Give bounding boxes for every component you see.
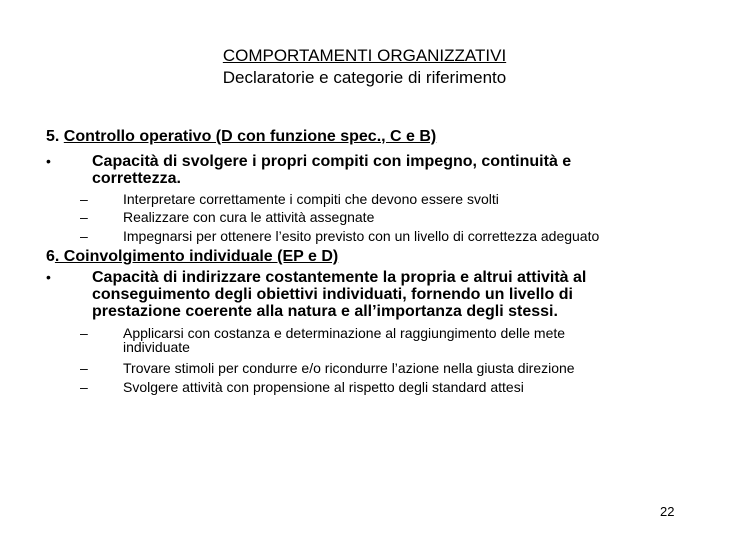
title-main: COMPORTAMENTI ORGANIZZATIVI — [222, 46, 507, 65]
section-5-bullet-line-2: correttezza. — [92, 170, 181, 187]
dash-icon: – — [80, 228, 88, 244]
title-subtitle: Declaratorie e categorie di riferimento — [222, 68, 507, 87]
dash-icon: – — [80, 191, 88, 207]
section-6-item-1-line-2: individuate — [123, 339, 190, 355]
section-5-item-3-text: Impegnarsi per ottenere l’esito previsto con un livello di correttezza adeguato — [123, 228, 600, 244]
bullet-icon: • — [46, 269, 51, 285]
page-number: 22 — [660, 504, 675, 519]
section-6-bullet-line-1: Capacità di indirizzare costantemente la propria e altrui attività al — [92, 269, 587, 286]
section-6-bullet-line-2: conseguimento degli obiettivi individuati, fornendo un livello di — [92, 286, 573, 303]
section-5-bullet-line-1: Capacità di svolgere i propri compiti con impegno, continuità e — [92, 153, 572, 170]
dash-icon: – — [80, 325, 88, 341]
section-5-item-1-text: Interpretare correttamente i compiti che devono essere svolti — [123, 191, 499, 207]
dash-icon: – — [80, 209, 88, 225]
section-5-number: 5. — [46, 128, 64, 145]
section-6-number: 6 — [46, 248, 55, 265]
section-6-item-1-line-1: Applicarsi con costanza e determinazione al raggiungimento delle mete — [123, 325, 566, 341]
section-6-bullet-line-3: prestazione coerente alla natura e all’importanza degli stessi. — [92, 303, 558, 320]
section-5-heading — [46, 128, 436, 146]
dash-icon: – — [80, 379, 88, 395]
section-5-item-2-text: Realizzare con cura le attività assegnate — [123, 209, 375, 225]
dash-icon: – — [80, 360, 88, 376]
slide-title — [0, 45, 729, 89]
bullet-icon: • — [46, 153, 51, 169]
section-6-item-3-text: Svolgere attività con propensione al rispetto degli standard attesi — [123, 379, 524, 395]
section-6-heading — [46, 248, 338, 266]
section-5-title: Controllo operativo (D con funzione spec., C e B) — [63, 128, 437, 145]
section-6-item-2-text: Trovare stimoli per condurre e/o ricondurre l’azione nella giusta direzione — [123, 360, 575, 376]
section-6-title: . Coinvolgimento individuale (EP e D) — [54, 248, 339, 265]
